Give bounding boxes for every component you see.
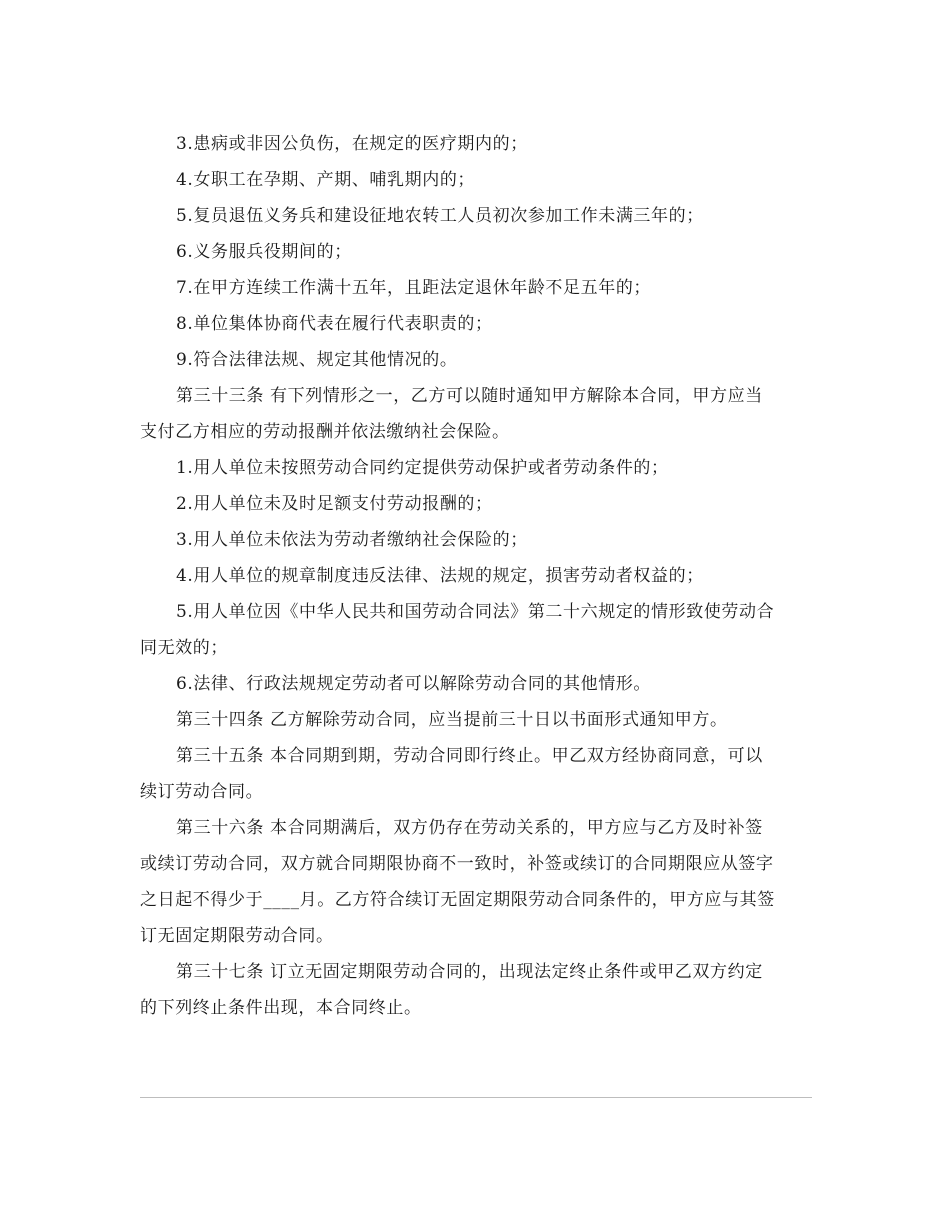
article-36-continued: 或续订劳动合同，双方就合同期限协商不一致时，补签或续订的合同期限应从签字 — [140, 854, 774, 874]
clause-item: 4.女职工在孕期、产期、哺乳期内的； — [176, 170, 476, 190]
footer-divider — [140, 1097, 812, 1098]
article-35: 第三十五条 本合同期到期，劳动合同即行终止。甲乙双方经协商同意，可以 — [176, 746, 763, 766]
article-33-heading: 第三十三条 有下列情形之一，乙方可以随时通知甲方解除本合同，甲方应当 — [176, 386, 763, 406]
article-36-continued: 订无固定期限劳动合同。 — [140, 926, 334, 946]
clause-item: 9.符合法律法规、规定其他情况的。 — [176, 350, 458, 370]
clause-item-continued: 同无效的； — [140, 638, 228, 658]
clause-item: 1.用人单位未按照劳动合同约定提供劳动保护或者劳动条件的； — [176, 458, 669, 478]
clause-item: 3.用人单位未依法为劳动者缴纳社会保险的； — [176, 530, 528, 550]
article-37-continued: 的下列终止条件出现，本合同终止。 — [140, 998, 422, 1018]
clause-item: 6.法律、行政法规规定劳动者可以解除劳动合同的其他情形。 — [176, 674, 652, 694]
clause-item: 7.在甲方连续工作满十五年，且距法定退休年龄不足五年的； — [176, 278, 652, 298]
clause-item: 5.用人单位因《中华人民共和国劳动合同法》第二十六规定的情形致使劳动合 — [176, 602, 775, 622]
article-33-continued: 支付乙方相应的劳动报酬并依法缴纳社会保险。 — [140, 422, 510, 442]
clause-item: 5.复员退伍义务兵和建设征地农转工人员初次参加工作未满三年的； — [176, 206, 704, 226]
article-36: 第三十六条 本合同期满后，双方仍存在劳动关系的，甲方应与乙方及时补签 — [176, 818, 763, 838]
article-35-continued: 续订劳动合同。 — [140, 782, 264, 802]
article-34: 第三十四条 乙方解除劳动合同，应当提前三十日以书面形式通知甲方。 — [176, 710, 728, 730]
clause-item: 3.患病或非因公负伤，在规定的医疗期内的； — [176, 134, 528, 154]
article-36-continued: 之日起不得少于____月。乙方符合续订无固定期限劳动合同条件的，甲方应与其签 — [140, 890, 775, 910]
clause-item: 4.用人单位的规章制度违反法律、法规的规定，损害劳动者权益的； — [176, 566, 704, 586]
document-body — [140, 126, 812, 1026]
clause-item: 8.单位集体协商代表在履行代表职责的； — [176, 314, 493, 334]
article-37: 第三十七条 订立无固定期限劳动合同的，出现法定终止条件或甲乙双方约定 — [176, 962, 763, 982]
clause-item: 2.用人单位未及时足额支付劳动报酬的； — [176, 494, 493, 514]
clause-item: 6.义务服兵役期间的； — [176, 242, 352, 262]
